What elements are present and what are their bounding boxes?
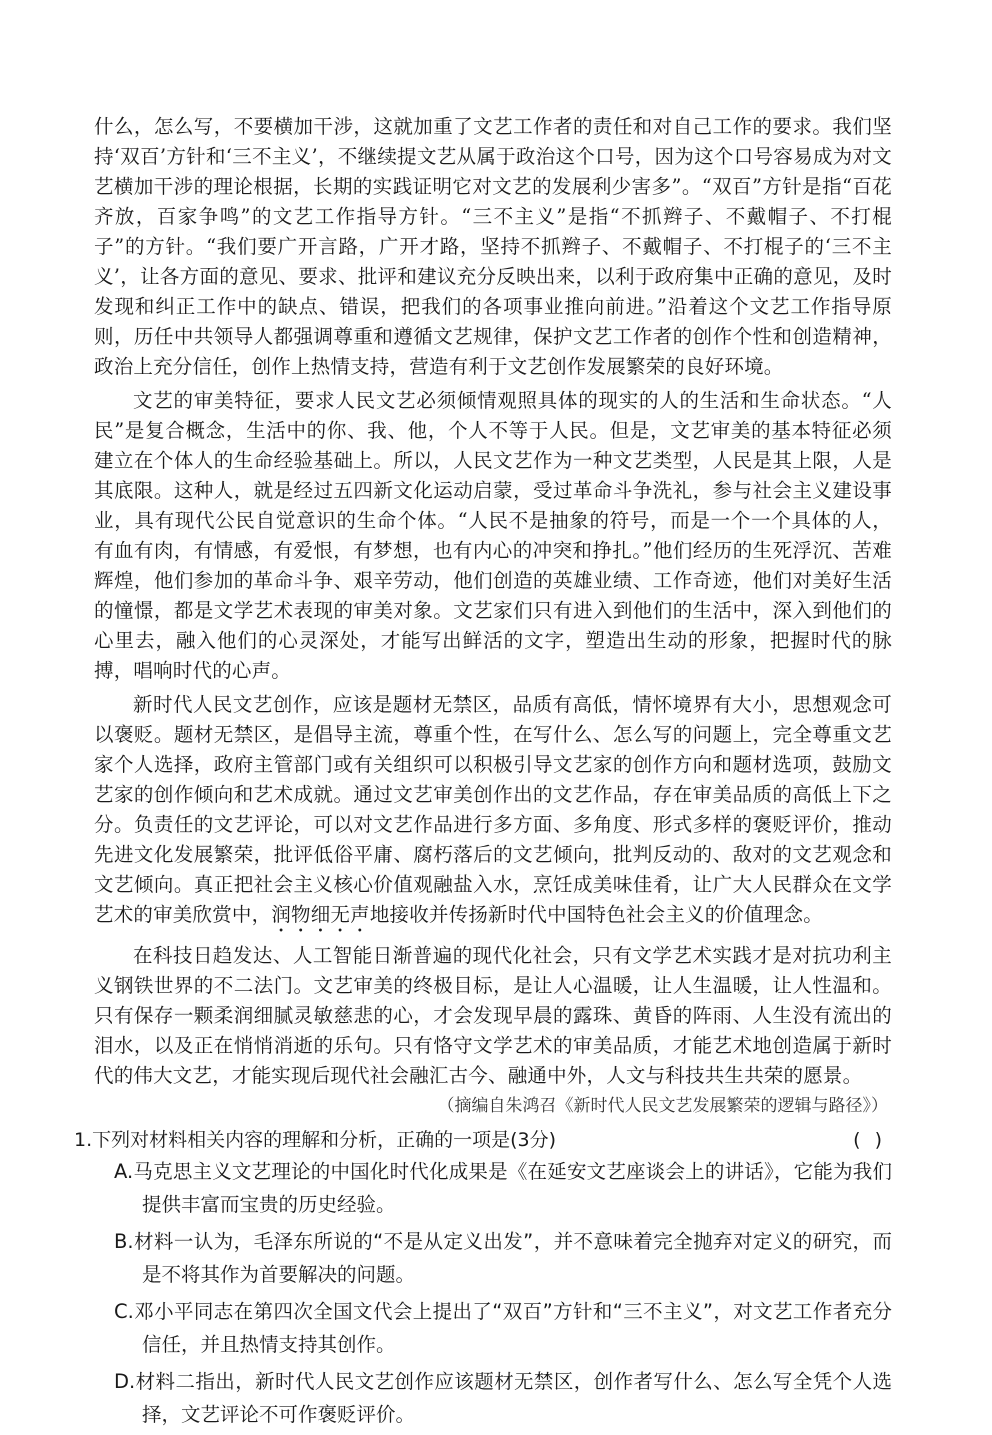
passage-paragraph-2: 文艺的审美特征，要求人民文艺必须倾情观照具体的现实的人的生活和生命状态。“人民”是复合概念，生活中的你、我、他，个人不等于人民。但是，文艺审美的基本特征必须建立在个体人的生命经验基础上。所以，人民文艺作为一种文艺类型，人民是其上限，人是其底限。这种人，就是经过五四新文化运动启蒙，受过革命斗争洗礼，参与社会主义建设事业，具有现代公民自觉意识的生命个体。“人民不是抽象的符号，而是一个一个具体的人，有血有肉，有情感，有爱恨，有梦想，也有内心的冲突和挣扎。”他们经历的生死浮沉、苦难辉煌，他们参加的革命斗争、艰辛劳动，他们创造的英雄业绩、工作奇迹，他们对美好生活的憧憬，都是文学艺术表现的审美对象。文艺家们只有进入到他们的生活中，深入到他们的心里去，融入他们的心灵深处，才能写出鲜活的文字，塑造出生动的形象，把握时代的脉搏，唱响时代的心声。 [94,389,892,682]
option-c: C.邓小平同志在第四次全国文代会上提出了“双百”方针和“三不主义”，对文艺工作者充分信任，并且热情支持其创作。 [114,1300,892,1356]
emphasized-phrase: 润物细无 [271,903,351,926]
document-page [74,112,892,1435]
question-stem [74,1125,892,1155]
answer-blank: ( ) [853,1129,886,1151]
option-a: A.马克思主义文艺理论的中国化时代化成果是《在延安文艺座谈会上的讲话》，它能为我们提供丰富而宝贵的历史经验。 [114,1160,892,1216]
question-stem-text: 1.下列对材料相关内容的理解和分析，正确的一项是(3分) [74,1129,557,1151]
emphasized-char: 声 [350,903,370,926]
passage-paragraph-4: 在科技日趋发达、人工智能日渐普遍的现代化社会，只有文学艺术实践才是对抗功利主义钢铁世界的不二法门。文艺审美的终极目标，是让人心温暖，让人生温暖，让人性温和。只有保存一颗柔润细腻灵敏慈悲的心，才会发现早晨的露珠、黄昏的阵雨、人生没有流出的泪水，以及正在悄悄消逝的乐句。只有恪守文学艺术的审美品质，才能艺术地创造属于新时代的伟大文艺，才能实现后现代社会融汇古今、融通中外，人文与科技共生共荣的愿景。 [94,944,892,1087]
source-citation: （摘编自朱鸿召《新时代人民文艺发展繁荣的逻辑与路径》） [437,1096,888,1116]
passage-paragraph-3-text: 新时代人民文艺创作，应该是题材无禁区，品质有高低，情怀境界有大小，思想观念可以褒贬。题材无禁区，是倡导主流，尊重个性，在写什么、怎么写的问题上，完全尊重文艺家个人选择，政府主管部门或有关组织可以积极引导文艺家的创作方向和题材选项，鼓励文艺家的创作倾向和艺术成就。通过文艺审美创作出的文艺作品，存在审美品质的高低上下之分。负责任的文艺评论，可以对文艺作品进行多方面、多角度、形式多样的褒贬评价，推动先进文化发展繁荣，批评低俗平庸、腐朽落后的文艺倾向，批判反动的、敌对的文艺观念和文艺倾向。真正把社会主义核心价值观融盐入水，烹饪成美味佳肴，让广大人民群众在文学艺术的审美欣赏中， [94,693,892,926]
passage-paragraph-3-end: 地接收并传扬新时代中国特色社会主义的价值理念。 [369,903,823,926]
option-d: D.材料二指出，新时代人民文艺创作应该题材无禁区，创作者写什么、怎么写全凭个人选择，文艺评论不可作褒贬评价。 [114,1370,892,1426]
option-b: B.材料一认为，毛泽东所说的“不是从定义出发”，并不意味着完全抛弃对定义的研究，而是不将其作为首要解决的问题。 [114,1230,892,1286]
question-1 [74,1125,892,1431]
passage-paragraph-1: 什么，怎么写，不要横加干涉，这就加重了文艺工作者的责任和对自己工作的要求。我们坚持‘双百’方针和‘三不主义’，不继续提文艺从属于政治这个口号，因为这个口号容易成为对文艺横加干涉的理论根据，长期的实践证明它对文艺的发展利少害多”。“双百”方针是指“百花齐放，百家争鸣”的文艺工作指导方针。“三不主义”是指“不抓辫子、不戴帽子、不打棍子”的方针。“我们要广开言路，广开才路，坚持不抓辫子、不戴帽子、不打棍子的‘三不主义’，让各方面的意见、要求、批评和建议充分反映出来，以利于政府集中正确的意见，及时发现和纠正工作中的缺点、错误，把我们的各项事业推向前进。”沿着这个文艺工作指导原则，历任中共领导人都强调尊重和遵循文艺规律，保护文艺工作者的创作个性和创造精神，政治上充分信任，创作上热情支持，营造有利于文艺创作发展繁荣的良好环境。 [94,115,892,378]
passage-paragraph-3 [94,690,892,937]
